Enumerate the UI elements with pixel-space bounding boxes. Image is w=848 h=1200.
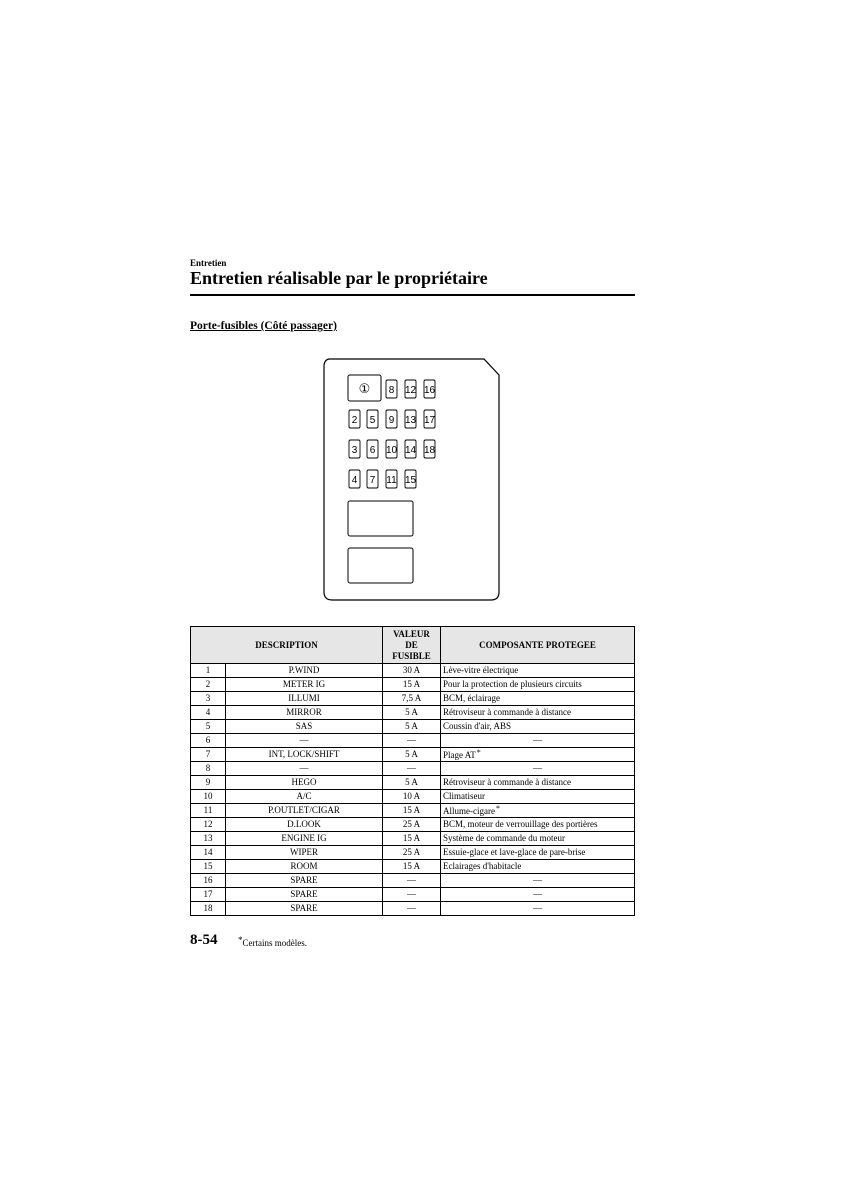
row-component-asterisk: * [495, 804, 500, 813]
row-number: 3 [191, 692, 226, 706]
row-number: 1 [191, 664, 226, 678]
row-component [441, 888, 635, 902]
row-fuse-value: 5 A [383, 720, 441, 734]
row-component-text: — [533, 735, 542, 745]
row-component-text: — [533, 875, 542, 885]
row-component-text: Climatiseur [443, 791, 485, 801]
table-row [191, 832, 635, 846]
row-fuse-value: 7,5 A [383, 692, 441, 706]
row-component-text: Plage AT [443, 750, 476, 760]
table-row [191, 846, 635, 860]
fuse-slot-label: 16 [423, 385, 436, 396]
row-number: 13 [191, 832, 226, 846]
fuse-table [190, 626, 635, 916]
row-component-text: BCM, moteur de verrouillage des portières [443, 819, 598, 829]
row-number: 15 [191, 860, 226, 874]
row-description: D.LOOK [226, 818, 383, 832]
row-component [441, 874, 635, 888]
fuse-slot-label: 11 [386, 475, 397, 486]
row-number: 7 [191, 748, 226, 762]
relay-upper [348, 501, 413, 536]
row-fuse-value: 25 A [383, 818, 441, 832]
page-title: Entretien réalisable par le propriétaire [190, 268, 488, 288]
row-component-text: Coussin d'air, ABS [443, 721, 512, 731]
fuse-slot-label: 13 [404, 415, 417, 426]
fuse-slot-label: 15 [404, 475, 417, 486]
row-number: 5 [191, 720, 226, 734]
row-number: 2 [191, 678, 226, 692]
row-fuse-value: 15 A [383, 678, 441, 692]
fuse-slot-label: 8 [388, 385, 395, 396]
fuse-slot-label: 10 [385, 445, 398, 456]
fuse-slot-label: 2 [351, 415, 358, 426]
table-body [191, 664, 635, 916]
row-component-text: — [533, 903, 542, 913]
fuse-slot-label: 3 [351, 445, 358, 456]
row-component [441, 902, 635, 916]
row-component [441, 692, 635, 706]
table-row [191, 734, 635, 748]
row-number: 6 [191, 734, 226, 748]
row-number: 12 [191, 818, 226, 832]
fuse-slot-label: 4 [351, 475, 358, 486]
row-description: WIPER [226, 846, 383, 860]
footnote-text: Certains modèles. [242, 938, 307, 948]
fuse-slot-label: 12 [404, 385, 417, 396]
fuse-slot-label: 9 [388, 415, 395, 426]
row-fuse-value: — [383, 874, 441, 888]
row-description: ENGINE IG [226, 832, 383, 846]
row-component-text: Essuie-glace et lave-glace de pare-brise [443, 847, 586, 857]
table-row [191, 762, 635, 776]
row-component [441, 762, 635, 776]
row-component-text: Pour la protection de plusieurs circuits [443, 679, 582, 689]
row-component-text: Système de commande du moteur [443, 833, 565, 843]
row-description: P.WIND [226, 664, 383, 678]
row-number: 10 [191, 790, 226, 804]
row-number: 14 [191, 846, 226, 860]
table-row [191, 748, 635, 762]
row-component-asterisk: * [476, 748, 481, 757]
table-row [191, 720, 635, 734]
row-fuse-value: 15 A [383, 860, 441, 874]
row-fuse-value: — [383, 734, 441, 748]
row-component [441, 706, 635, 720]
table-header-row [191, 627, 635, 664]
row-component [441, 804, 635, 818]
table-row [191, 692, 635, 706]
row-component [441, 860, 635, 874]
row-fuse-value: 15 A [383, 832, 441, 846]
row-description: A/C [226, 790, 383, 804]
row-number: 16 [191, 874, 226, 888]
header-description: DESCRIPTION [191, 627, 383, 664]
title-rule [190, 294, 635, 296]
row-component [441, 720, 635, 734]
row-description: METER IG [226, 678, 383, 692]
row-description: P.OUTLET/CIGAR [226, 804, 383, 818]
row-component-text: BCM, éclairage [443, 693, 500, 703]
fuse-slot-label: 5 [369, 415, 376, 426]
header-valeur-line2: DE [405, 639, 418, 650]
page-number: 8-54 [190, 932, 218, 948]
row-component [441, 846, 635, 860]
row-component-text: Lève-vitre électrique [443, 665, 519, 675]
row-description: SPARE [226, 902, 383, 916]
row-fuse-value: 25 A [383, 846, 441, 860]
table-row [191, 874, 635, 888]
relay-lower [348, 548, 413, 583]
fuse-slot-label: 6 [369, 445, 376, 456]
section-label: Entretien [190, 258, 227, 268]
table-row [191, 888, 635, 902]
table-row [191, 902, 635, 916]
fuse-slot-label: 7 [369, 475, 376, 486]
fuse-slot-label: 14 [404, 445, 417, 456]
row-component [441, 790, 635, 804]
row-fuse-value: — [383, 888, 441, 902]
row-component [441, 664, 635, 678]
header-valeur [383, 627, 441, 664]
table-row [191, 706, 635, 720]
fuse-slot-label: 18 [423, 445, 436, 456]
row-description: — [226, 762, 383, 776]
row-description: SPARE [226, 888, 383, 902]
fuse-box-diagram [318, 356, 504, 606]
header-valeur-line3: FUSIBLE [392, 650, 431, 661]
row-component [441, 832, 635, 846]
table-row [191, 790, 635, 804]
row-description: ILLUMI [226, 692, 383, 706]
table-row [191, 776, 635, 790]
row-component [441, 748, 635, 762]
row-component-text: Rétroviseur à commande à distance [443, 777, 571, 787]
row-description: SPARE [226, 874, 383, 888]
row-description: INT, LOCK/SHIFT [226, 748, 383, 762]
row-fuse-value: 30 A [383, 664, 441, 678]
row-fuse-value: 5 A [383, 776, 441, 790]
row-component-text: — [533, 889, 542, 899]
table-row [191, 678, 635, 692]
row-component [441, 734, 635, 748]
fuse-slot-label: 17 [423, 415, 436, 426]
row-fuse-value: — [383, 762, 441, 776]
row-fuse-value: 5 A [383, 748, 441, 762]
row-number: 11 [191, 804, 226, 818]
row-fuse-value: — [383, 902, 441, 916]
footnote [238, 935, 307, 948]
header-valeur-line1: VALEUR [393, 628, 430, 639]
header-composante: COMPOSANTE PROTEGEE [441, 627, 635, 664]
row-description: MIRROR [226, 706, 383, 720]
row-fuse-value: 15 A [383, 804, 441, 818]
row-number: 18 [191, 902, 226, 916]
main-fuse-label: ① [358, 382, 371, 397]
row-description: ROOM [226, 860, 383, 874]
row-description: HEGO [226, 776, 383, 790]
row-fuse-value: 5 A [383, 706, 441, 720]
row-description: — [226, 734, 383, 748]
row-number: 8 [191, 762, 226, 776]
row-fuse-value: 10 A [383, 790, 441, 804]
table-row [191, 804, 635, 818]
row-component [441, 776, 635, 790]
table-row [191, 860, 635, 874]
row-number: 9 [191, 776, 226, 790]
row-description: SAS [226, 720, 383, 734]
table-row [191, 818, 635, 832]
row-number: 4 [191, 706, 226, 720]
row-component-text: — [533, 763, 542, 773]
row-component-text: Eclairages d'habitacle [443, 861, 522, 871]
table-row [191, 664, 635, 678]
row-number: 17 [191, 888, 226, 902]
row-component-text: Allume-cigare [443, 806, 495, 816]
row-component [441, 818, 635, 832]
row-component [441, 678, 635, 692]
subsection-title: Porte-fusibles (Côté passager) [190, 320, 337, 332]
row-component-text: Rétroviseur à commande à distance [443, 707, 571, 717]
footnote-mark: * [238, 935, 243, 945]
